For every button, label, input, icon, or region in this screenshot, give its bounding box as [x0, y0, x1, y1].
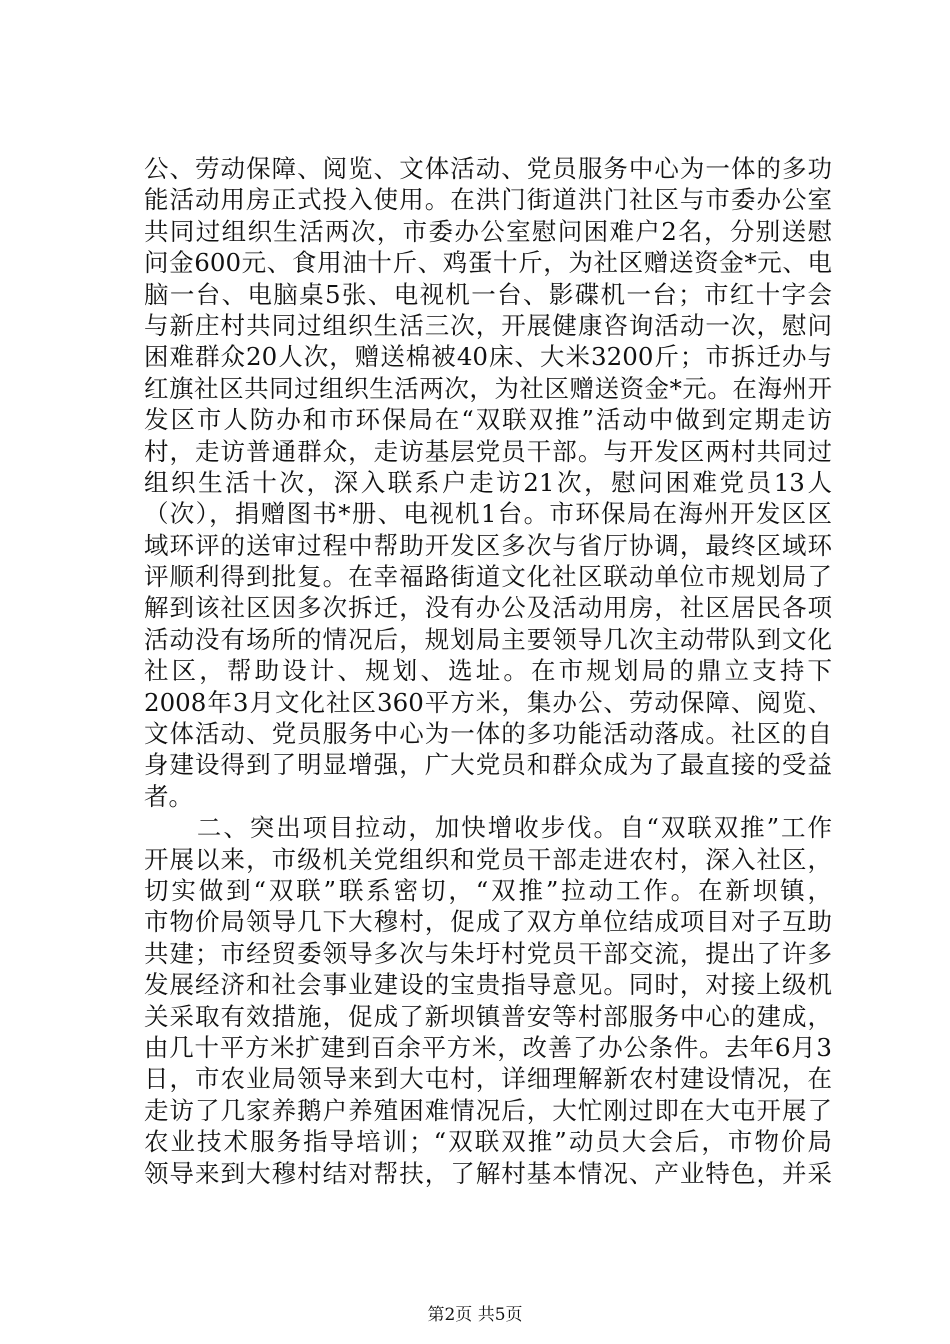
text-line: 2008年3月文化社区360平方米，集办公、劳动保障、阅览、 — [144, 687, 832, 717]
text-line: 切实做到“双联”联系密切，“双推”拉动工作。在新坝镇， — [144, 875, 832, 905]
text-line: 关采取有效措施，促成了新坝镇普安等村部服务中心的建成， — [144, 1001, 832, 1031]
text-line: 市物价局领导几下大穆村，促成了双方单位结成项目对子互助 — [144, 907, 832, 937]
text-line: 与新庄村共同过组织生活三次，开展健康咨询活动一次，慰问 — [144, 310, 832, 340]
text-line: 村，走访普通群众，走访基层党员干部。与开发区两村共同过 — [144, 436, 832, 466]
text-line: 共建；市经贸委领导多次与朱圩村党员干部交流，提出了许多 — [144, 938, 832, 968]
text-line: 公、劳动保障、阅览、文体活动、党员服务中心为一体的多功 — [144, 154, 832, 183]
text-line: 问金600元、食用油十斤、鸡蛋十斤，为社区赠送资金*元、电 — [144, 248, 832, 278]
text-line: 由几十平方米扩建到百余平方米，改善了办公条件。去年6月3 — [144, 1032, 832, 1062]
text-line: 二、突出项目拉动，加快增收步伐。自“双联双推”工作 — [144, 813, 832, 843]
body-text — [144, 153, 832, 1189]
text-line: 域环评的送审过程中帮助开发区多次与省厅协调，最终区域环 — [144, 530, 832, 560]
text-line: 红旗社区共同过组织生活两次，为社区赠送资金*元。在海州开 — [144, 373, 832, 403]
text-line: 困难群众20人次，赠送棉被40床、大米3200斤；市拆迁办与 — [144, 342, 832, 372]
text-line: 脑一台、电脑桌5张、电视机一台、影碟机一台；市红十字会 — [144, 279, 832, 309]
text-line: 发展经济和社会事业建设的宝贵指导意见。同时，对接上级机 — [144, 970, 832, 1000]
text-line: 组织生活十次，深入联系户走访21次，慰问困难党员13人 — [144, 467, 832, 497]
text-line: 发区市人防办和市环保局在“双联双推”活动中做到定期走访 — [144, 405, 832, 435]
text-line: 身建设得到了明显增强，广大党员和群众成为了最直接的受益 — [144, 750, 832, 780]
text-line: 解到该社区因多次拆迁，没有办公及活动用房，社区居民各项 — [144, 593, 832, 623]
text-line: 共同过组织生活两次，市委办公室慰问困难户2名，分别送慰 — [144, 216, 832, 246]
text-line: 日，市农业局领导来到大屯村，详细理解新农村建设情况，在 — [144, 1064, 832, 1094]
text-line: 评顺利得到批复。在幸福路街道文化社区联动单位市规划局了 — [144, 562, 832, 592]
text-line: 走访了几家养鹅户养殖困难情况后，大忙刚过即在大屯开展了 — [144, 1095, 832, 1125]
text-line: 农业技术服务指导培训；“双联双推”动员大会后，市物价局 — [144, 1127, 832, 1157]
text-line: 开展以来，市级机关党组织和党员干部走进农村，深入社区， — [144, 844, 832, 874]
text-line: 社区，帮助设计、规划、选址。在市规划局的鼎立支持下 — [144, 656, 832, 686]
text-line: （次），捐赠图书*册、电视机1台。市环保局在海州开发区区 — [144, 499, 832, 529]
text-line: 领导来到大穆村结对帮扶，了解村基本情况、产业特色，并采 — [144, 1158, 832, 1188]
page-footer: 第2页 共5页 — [427, 1305, 523, 1325]
text-line: 者。 — [144, 781, 193, 811]
text-line: 文体活动、党员服务中心为一体的多功能活动落成。社区的自 — [144, 719, 832, 749]
text-line: 能活动用房正式投入使用。在洪门街道洪门社区与市委办公室 — [144, 185, 832, 215]
text-line: 活动没有场所的情况后，规划局主要领导几次主动带队到文化 — [144, 624, 832, 654]
